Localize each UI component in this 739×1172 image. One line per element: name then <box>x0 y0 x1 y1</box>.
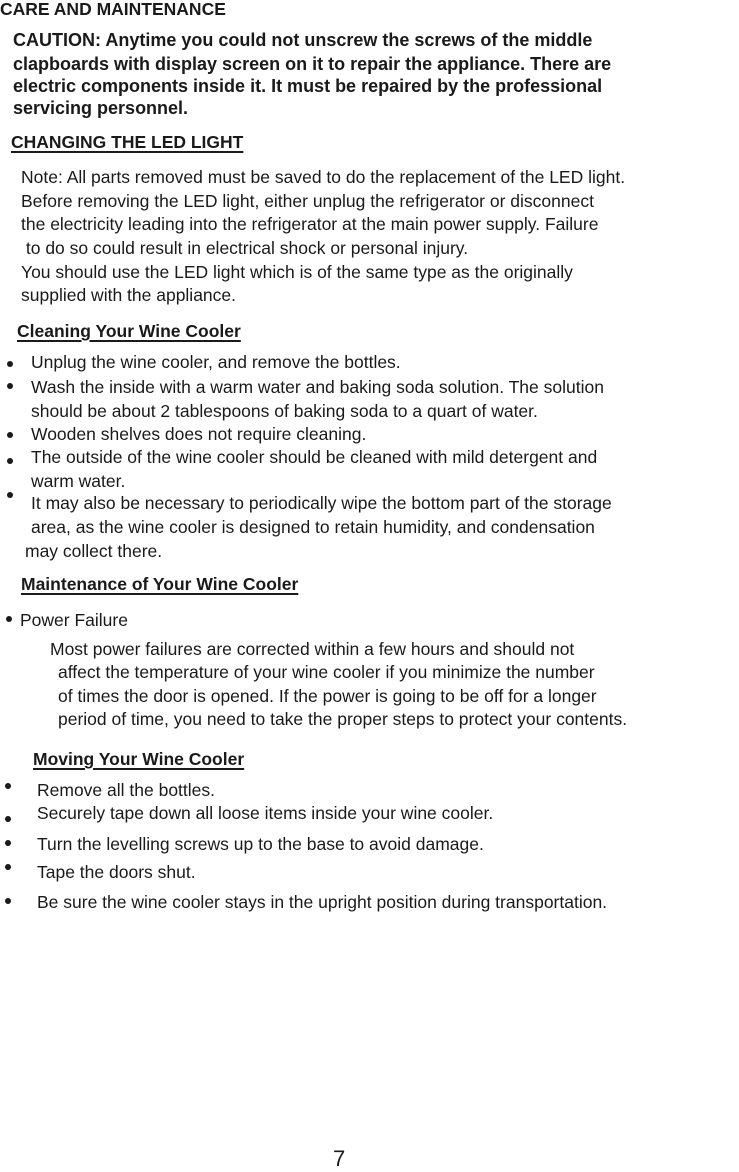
bullet-icon <box>7 458 13 464</box>
maintenance-section-title: Maintenance of Your Wine Cooler <box>21 574 299 594</box>
cleaning-item-continued: warm water. <box>31 471 126 491</box>
caution-line-1: CAUTION: Anytime you could not unscrew the screws of the middle <box>13 30 593 50</box>
led-line: Before removing the LED light, either unplug the refrigerator or disconnect <box>21 191 594 211</box>
bullet-icon <box>7 383 13 389</box>
led-line: You should use the LED light which is of the same type as the originally <box>21 262 573 282</box>
cleaning-item: Wash the inside with a warm water and baking soda solution. The solution <box>31 377 604 397</box>
power-failure-label: Power Failure <box>20 610 128 630</box>
cleaning-item-continued: should be about 2 tablespoons of baking soda to a quart of water. <box>31 401 538 421</box>
cleaning-item: It may also be necessary to periodically wipe the bottom part of the storage <box>31 493 612 513</box>
led-section-title: CHANGING THE LED LIGHT <box>11 132 244 152</box>
bullet-icon <box>7 361 13 367</box>
bullet-icon <box>5 864 11 870</box>
bullet-icon <box>5 783 11 789</box>
moving-item: Be sure the wine cooler stays in the upright position during transportation. <box>37 892 608 912</box>
cleaning-item-continued: area, as the wine cooler is designed to retain humidity, and condensation <box>31 517 595 537</box>
caution-line-4: servicing personnel. <box>13 98 189 118</box>
bullet-icon <box>5 816 11 822</box>
cleaning-item: Wooden shelves does not require cleaning. <box>31 424 367 444</box>
led-line: to do so could result in electrical shock or personal injury. <box>21 238 469 258</box>
bullet-icon <box>5 840 11 846</box>
bullet-icon <box>5 898 11 904</box>
page-number: 7 <box>333 1146 346 1171</box>
moving-item: Securely tape down all loose items inside your wine cooler. <box>37 803 494 823</box>
maintenance-line: Most power failures are corrected within a few hours and should not <box>50 639 575 659</box>
bullet-icon <box>7 432 13 438</box>
moving-section-title: Moving Your Wine Cooler <box>33 749 245 769</box>
cleaning-item: The outside of the wine cooler should be cleaned with mild detergent and <box>31 447 598 467</box>
bullet-icon <box>6 616 12 622</box>
maintenance-line: period of time, you need to take the proper steps to protect your contents. <box>58 709 628 729</box>
caution-line-2: clapboards with display screen on it to repair the appliance. There are <box>13 54 612 74</box>
maintenance-line: affect the temperature of your wine cooler if you minimize the number <box>58 662 595 682</box>
cleaning-item: Unplug the wine cooler, and remove the bottles. <box>31 352 401 372</box>
led-line: supplied with the appliance. <box>21 285 237 305</box>
cleaning-item-continued: may collect there. <box>25 541 163 561</box>
moving-item: Tape the doors shut. <box>37 862 196 882</box>
caution-line-3: electric components inside it. It must be repaired by the professional <box>13 76 603 96</box>
bullet-icon <box>7 492 13 498</box>
moving-item: Turn the levelling screws up to the base to avoid damage. <box>37 834 484 854</box>
maintenance-line: of times the door is opened. If the power is going to be off for a longer <box>58 686 597 706</box>
cleaning-section-title: Cleaning Your Wine Cooler <box>17 321 241 341</box>
moving-item: Remove all the bottles. <box>37 780 216 800</box>
led-line: the electricity leading into the refrigerator at the main power supply. Failure <box>21 214 599 234</box>
led-note-line: Note: All parts removed must be saved to do the replacement of the LED light. <box>21 167 626 187</box>
section-heading: CARE AND MAINTENANCE <box>0 0 226 19</box>
